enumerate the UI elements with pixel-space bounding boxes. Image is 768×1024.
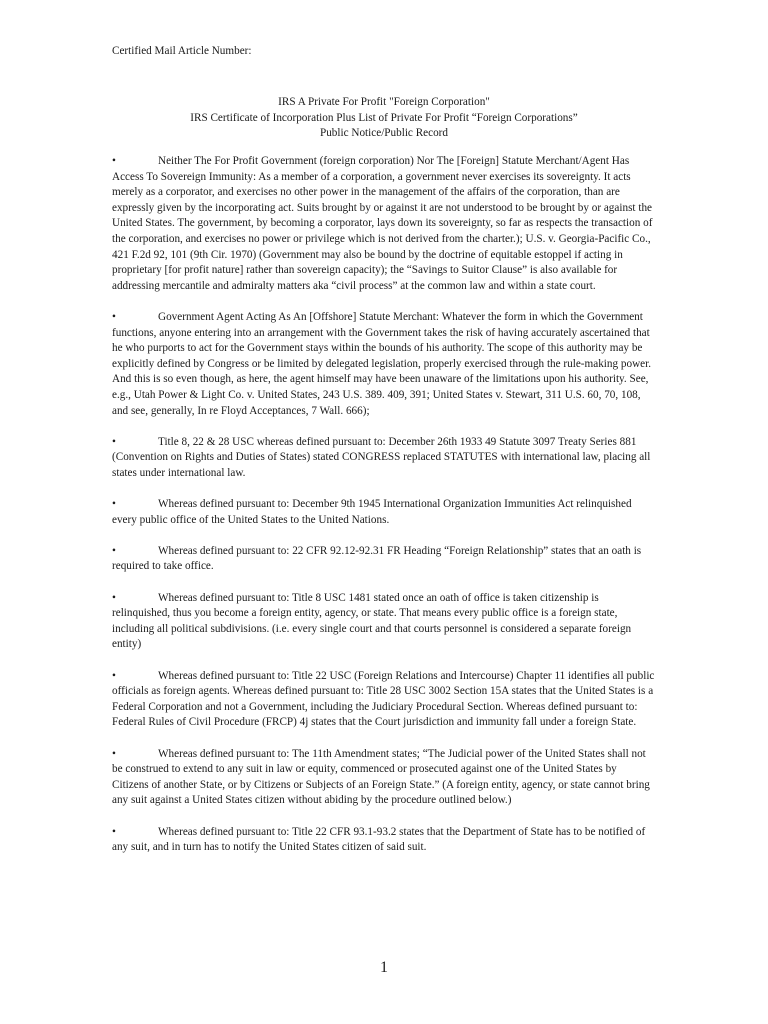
- certified-mail-label: Certified Mail Article Number:: [112, 45, 252, 57]
- paragraph-text: Title 8, 22 & 28 USC whereas defined pursuant to: December 26th 1933 49 Statute 3097 Treaty Series 881 (Convention on Rights and Duties of States) stated CONGRESS replaced STATUTES with international law, placing all states under international law.: [112, 435, 651, 479]
- title-block: [112, 95, 656, 142]
- bullet-paragraph: [112, 669, 656, 731]
- bullet-paragraph: [112, 497, 656, 528]
- bullet-icon: •: [112, 310, 116, 323]
- paragraph-text: Whereas defined pursuant to: December 9th 1945 International Organization Immunities Act relinquished every public office of the United States to the United Nations.: [112, 498, 632, 526]
- bullet-icon: •: [112, 669, 116, 682]
- bullet-icon: •: [112, 155, 116, 167]
- bullet-paragraph: [112, 154, 656, 294]
- bullet-paragraph: [112, 825, 656, 856]
- body-content: [112, 154, 656, 871]
- paragraph-text: Neither The For Profit Government (foreign corporation) Nor The [Foreign] Statute Merchant/Agent Has Access To Sovereign Immunity: As a member of a corporation, a government never exercises its sovereignty. It acts merely as a corporator, and exercises no other power in the management of the affairs of the corporation, than are expressly given by the incorporating act. Suits brought by or against it are not understood to be brought by or against the United States. The government, by becoming a corporator, lays down its sovereignty, so far as respects the transaction of the corporation, and exercises no power or privilege which is not derived from the charter.); U.S. v. Georgia-Pacific Co., 421 F.2d 92, 101 (9th Cir. 1970) (Government may also be bound by the doctrine of equitable estoppel if acting in proprietary [for profit nature] rather than sovereign capacity); the “Savings to Suitor Clause” is also available for addressing mercantile and admiralty matters aka “civil process” at the common law and within a state court.: [112, 155, 653, 292]
- paragraph-text: Government Agent Acting As An [Offshore] Statute Merchant: Whatever the form in which the Government functions, anyone entering into an arrangement with the Government takes the risk of having accurately ascertained that he who purports to act for the Government stays within the bounds of his authority. The scope of this authority may be explicitly defined by Congress or be limited by delegated legislation, properly exercised through the rule-making power. And this is so even though, as here, the agent himself may have been unaware of the limitations upon his authority. See, e.g., Utah Power & Light Co. v. United States, 243 U.S. 389. 409, 391; United States v. Stewart, 311 U.S. 60, 70, 108, and see, generally, In re Floyd Acceptances, 7 Wall. 666);: [112, 310, 652, 417]
- paragraph-text: Whereas defined pursuant to: Title 22 USC (Foreign Relations and Intercourse) Chapter 11 identifies all public officials as foreign agents. Whereas defined pursuant to: Title 28 USC 3002 Section 15A states that the United States is a Federal Corporation and not a Government, including the Judiciary Procedural Section. Whereas defined pursuant to: Federal Rules of Civil Procedure (FRCP) 4j states that the Court jurisdiction and immunity fall under a foreign State.: [112, 669, 655, 729]
- bullet-paragraph: [112, 435, 656, 482]
- title-line-2: IRS Certificate of Incorporation Plus List of Private For Profit “Foreign Corporations”: [190, 111, 578, 124]
- paragraph-text: Whereas defined pursuant to: 22 CFR 92.12-92.31 FR Heading “Foreign Relationship” states that an oath is required to take office.: [112, 544, 642, 573]
- bullet-icon: •: [112, 498, 116, 511]
- title-line-3: Public Notice/Public Record: [319, 127, 448, 140]
- paragraph-text: Whereas defined pursuant to: Title 22 CFR 93.1-93.2 states that the Department of State has to be notified of any suit, and in turn has to notify the United States citizen of said suit.: [112, 825, 646, 854]
- bullet-icon: •: [112, 435, 116, 448]
- bullet-icon: •: [112, 825, 116, 838]
- bullet-paragraph: [112, 544, 656, 575]
- bullet-icon: •: [112, 747, 116, 760]
- page-number: 1: [380, 959, 388, 976]
- paragraph-text: Whereas defined pursuant to: The 11th Amendment states; “The Judicial power of the United States shall not be construed to extend to any suit in law or equity, commenced or prosecuted against one of the United States by Citizens of another State, or by Citizens or Subjects of an Foreign State.” (A foreign entity, agency, or state cannot bring any suit against a United States citizen without abiding by the procedure outlined below.): [112, 747, 650, 807]
- bullet-paragraph: [112, 747, 656, 809]
- title-line-1: IRS A Private For Profit "Foreign Corporation": [278, 96, 490, 108]
- bullet-icon: •: [112, 544, 116, 557]
- bullet-paragraph: [112, 591, 656, 653]
- bullet-paragraph: [112, 310, 656, 419]
- bullet-icon: •: [112, 591, 116, 604]
- paragraph-text: Whereas defined pursuant to: Title 8 USC 1481 stated once an oath of office is taken citizenship is relinquished, thus you become a foreign entity, agency, or state. That means every public office is a foreign state, including all political subdivisions. (i.e. every single court and that courts personnel is considered a separate foreign entity): [112, 591, 632, 651]
